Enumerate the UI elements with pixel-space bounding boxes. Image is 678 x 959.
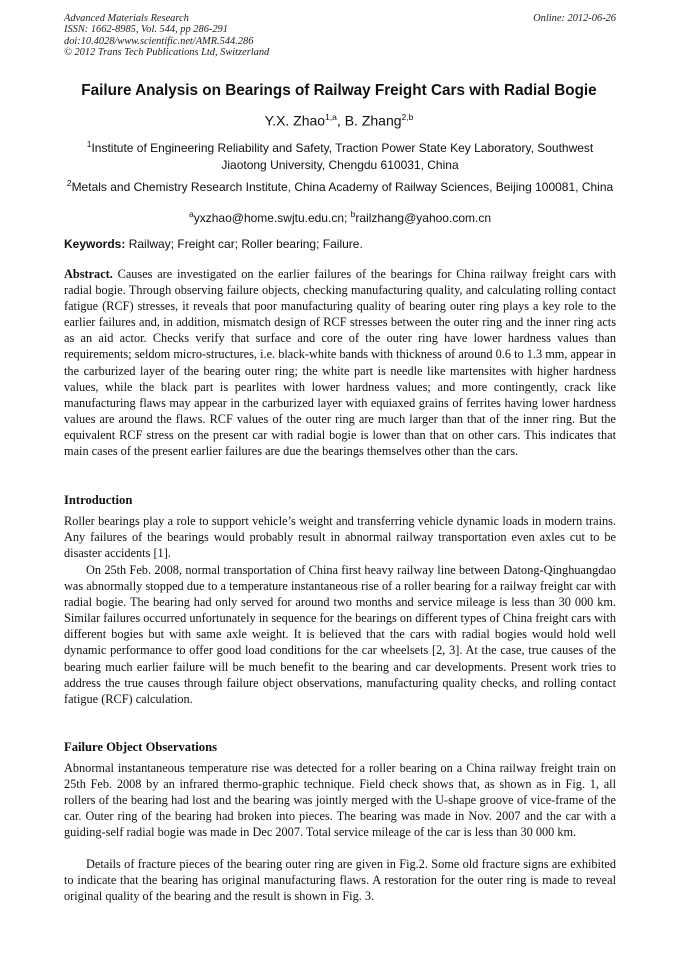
failure-observations-heading: Failure Object Observations — [64, 740, 217, 754]
keywords-line — [64, 237, 616, 251]
copyright-line: © 2012 Trans Tech Publications Ltd, Switzerland — [64, 47, 270, 59]
author-1-name: Y.X. Zhao — [264, 112, 326, 129]
author-2-name: B. Zhang — [344, 112, 402, 129]
affiliation-1-number: 1 — [86, 139, 92, 149]
introduction-paragraph-1: Roller bearings play a role to support vehicle’s weight and transferring vehicle dynamic loads in modern trains. Any failures of the bearings would probably result in abnormal railway transportation even axles cut to be disaster accidents [1]. — [64, 514, 616, 561]
abstract-paragraph — [64, 266, 616, 459]
online-date: Online: 2012-06-26 — [533, 13, 616, 24]
introduction-paragraph-2: On 25th Feb. 2008, normal transportation of China first heavy railway line between Datong-Qinghuangdao was abnormally stopped due to a temperature instantaneous rise of a roller bearing for a railway freight car with radial bogie. The bearing had only served for around two months and service mileage is less than 30 000 km. Similar failures occurred unfortunately in sequence for the bearings on different types of China freight cars with different bogies but with same axle weight. It is believed that the cars with radial bogies would hold well dynamic performance to offer good load conditions for the car wheelsets [2, 3]. At the case, true causes of the bearing much earlier failure will be much benefit to the bearing and car developments. Present work tries to address the true causes through failure object observations, manufacturing quality checks, and rolling contact fatigue (RCF) calculation. — [64, 563, 616, 706]
author-separator: , — [336, 112, 345, 129]
affiliation-1-text: Institute of Engineering Reliability and Safety, Traction Power State Key Laboratory, Southwest Jiaotong University, Chengdu 610031, China — [91, 141, 594, 172]
abstract-label: Abstract. — [64, 267, 113, 281]
doi-line: doi:10.4028/www.scientific.net/AMR.544.286 — [64, 35, 254, 47]
affiliation-2-text: Metals and Chemistry Research Institute, China Academy of Railway Sciences, Beijing 100081, China — [71, 180, 614, 194]
introduction-heading: Introduction — [64, 493, 133, 507]
author-1-sup: 1,a — [325, 112, 337, 122]
affiliation-2 — [64, 175, 616, 196]
affiliation-1 — [64, 136, 616, 174]
email-a: yxzhao@home.swjtu.edu.cn; — [193, 211, 351, 225]
author-line — [40, 112, 638, 129]
email-line — [64, 209, 616, 225]
keywords-label: Keywords: — [64, 237, 126, 251]
failure-observations-paragraph-1: Abnormal instantaneous temperature rise was detected for a roller bearing on a China railway freight train on 25th Feb. 2008 by an infrared thermo-graphic technique. Field check shows that, as shown as in Fig. 1, all rollers of the bearing had lost and the bearing was jointly merged with the U-shape groove of vice-frame of the car. Outer ring of the bearing had broken into pieces. The bearing was made in Nov. 2007 and the car with a guiding-self radial bogie was made in Dec 2007. Total service mileage of the car is less than 30 000 km. — [64, 761, 616, 840]
affiliation-2-number: 2 — [66, 178, 72, 188]
issn-line: ISSN: 1662-8985, Vol. 544, pp 286-291 — [64, 24, 228, 36]
email-b: railzhang@yahoo.com.cn — [355, 211, 491, 225]
failure-observations-paragraph-2: Details of fracture pieces of the bearing outer ring are given in Fig.2. Some old fracture signs are exhibited to indicate that the bearing has original manufacturing flaws. A restoration for the outer ring is made to reveal original quality of the bearing and the result is shown in Fig. 3. — [64, 857, 616, 904]
email-a-sup: a — [189, 209, 194, 219]
paper-title: Failure Analysis on Bearings of Railway Freight Cars with Radial Bogie — [81, 82, 597, 99]
abstract-text: Causes are investigated on the earlier failures of the bearings for China railway freight cars with radial bogie. Through observing failure objects, checking manufacturing quality, and calculating rolling contact fatigue (RCF) stresses, it reveals that poor manufacturing quality of bearing outer ring plays a key role to the earlier failures and, in addition, mismatch design of RCF stresses between the outer ring and the inner ring acts as an aid actor. Checks verify that surface and core of the outer ring have lower hardness values than requirements; seldom micro-structures, i.e. black-white bands with thickness of around 0.6 to 1.3 mm, appear in the carburized layer of the bearing outer ring; the white part is needle like martensites with higher hardness values, while the black part is pearlites with lower hardness values; and more contingently, crack like manufacturing flaws may appear in the carburized layer with equiaxed grains of ferrites having lower hardness values are around the flaws. RCF values of the outer ring are much larger than that of the inner ring. But the equivalent RCF stress on the present car with radial bogie is lower than that on other cars. This indicates that main cases of the present earlier failures are due the bearings themselves other than the cars. — [64, 267, 616, 459]
author-2-sup: 2,b — [401, 112, 414, 122]
email-b-sup: b — [350, 209, 356, 219]
journal-header — [64, 13, 616, 59]
journal-name: Advanced Materials Research — [64, 13, 189, 24]
keywords-text: Railway; Freight car; Roller bearing; Failure. — [125, 237, 363, 251]
